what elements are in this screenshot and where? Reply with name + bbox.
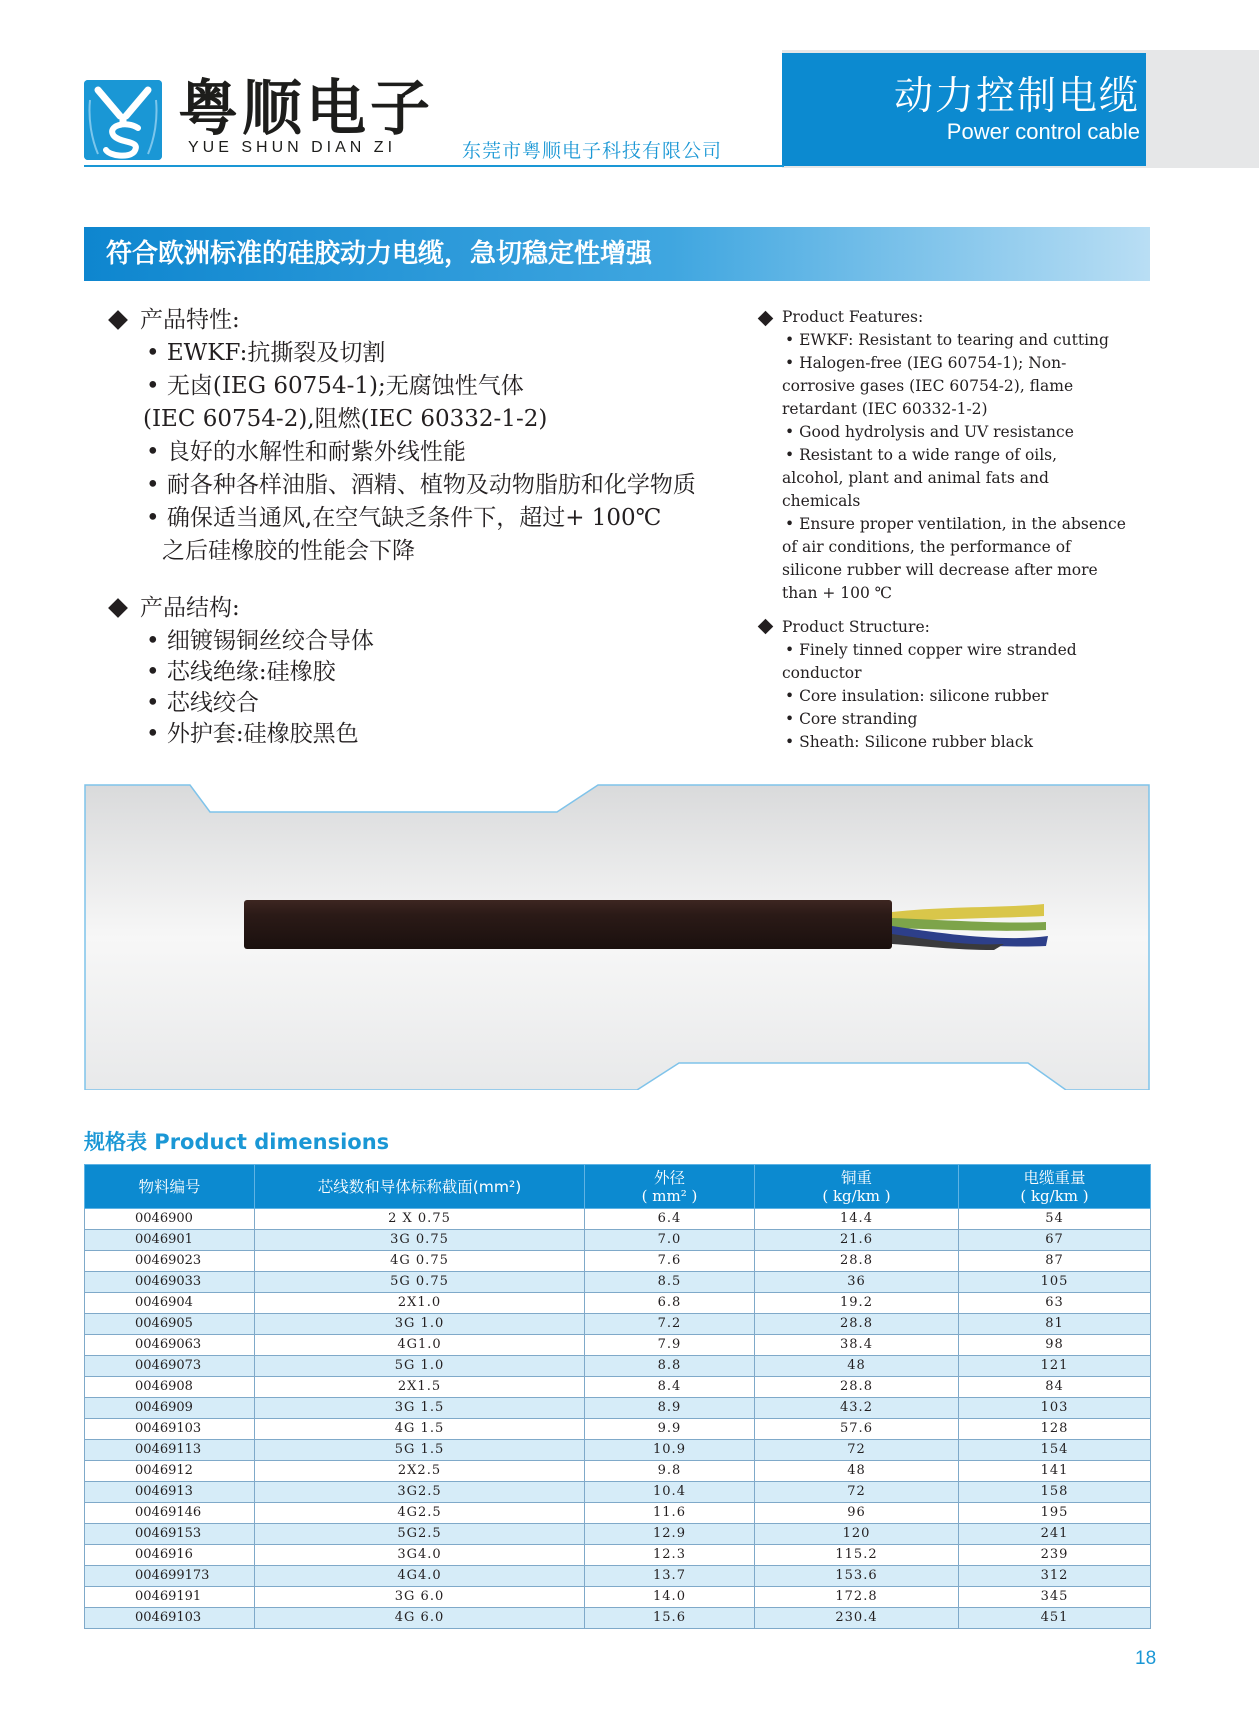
features-en-line: chemicals: [782, 492, 861, 510]
table-row: [85, 1377, 1151, 1398]
structure-en-line: • Core insulation: silicone rubber: [785, 687, 1049, 705]
cores-section-cell: 4G1.0: [255, 1335, 585, 1356]
material-no-cell: 00469113: [85, 1440, 255, 1461]
brand-name-cn: 粤顺电子: [178, 74, 434, 144]
outer-diameter-cell: 10.4: [585, 1482, 755, 1503]
bullet-diamond-icon: [108, 598, 128, 618]
features-en-line: of air conditions, the performance of: [782, 538, 1071, 556]
spec-table-header: [85, 1165, 1151, 1209]
table-row: [85, 1209, 1151, 1230]
structure-en-line: • Finely tinned copper wire stranded: [785, 641, 1077, 659]
material-no-cell: 00469023: [85, 1251, 255, 1272]
copper-weight-cell: 57.6: [755, 1419, 959, 1440]
header-unit: ( kg/km ): [822, 1186, 891, 1205]
material-no-cell: 0046904: [85, 1293, 255, 1314]
features-cn-line: (IEC 60754-2),阻燃(IEC 60332-1-2): [143, 406, 548, 432]
copper-weight-cell: 14.4: [755, 1209, 959, 1230]
features-en-line: • EWKF: Resistant to tearing and cutting: [785, 331, 1109, 349]
material-no-cell: 00469033: [85, 1272, 255, 1293]
outer-diameter-cell: 8.9: [585, 1398, 755, 1419]
table-row: [85, 1251, 1151, 1272]
features-cn-line: • 确保适当通风,在空气缺乏条件下，超过+ 100℃: [146, 505, 662, 531]
table-row: [85, 1608, 1151, 1629]
cable-weight-cell: 345: [959, 1587, 1151, 1608]
cores-section-cell: 5G 1.0: [255, 1356, 585, 1377]
header-copper-weight: [755, 1165, 959, 1209]
material-no-cell: 00469103: [85, 1608, 255, 1629]
cable-weight-cell: 154: [959, 1440, 1151, 1461]
features-cn-line: 之后硅橡胶的性能会下降: [162, 538, 415, 564]
cores-section-cell: 2X2.5: [255, 1461, 585, 1482]
copper-weight-cell: 19.2: [755, 1293, 959, 1314]
outer-diameter-cell: 9.8: [585, 1461, 755, 1482]
cores-section-cell: 4G 0.75: [255, 1251, 585, 1272]
cores-section-cell: 3G2.5: [255, 1482, 585, 1503]
copper-weight-cell: 96: [755, 1503, 959, 1524]
cores-section-cell: 5G2.5: [255, 1524, 585, 1545]
table-row: [85, 1482, 1151, 1503]
cores-section-cell: 2 X 0.75: [255, 1209, 585, 1230]
structure-en-line: • Sheath: Silicone rubber black: [785, 733, 1033, 751]
features-en-heading: Product Features:: [782, 308, 924, 326]
cable-weight-cell: 54: [959, 1209, 1151, 1230]
spec-table-title: 规格表 Product dimensions: [84, 1130, 390, 1154]
table-row: [85, 1524, 1151, 1545]
table-row: [85, 1356, 1151, 1377]
copper-weight-cell: 230.4: [755, 1608, 959, 1629]
outer-diameter-cell: 11.6: [585, 1503, 755, 1524]
outer-diameter-cell: 13.7: [585, 1566, 755, 1587]
features-en-line: • Halogen-free (IEG 60754-1); Non-: [785, 354, 1067, 372]
header-unit: ( mm² ): [641, 1186, 698, 1205]
cable-weight-cell: 121: [959, 1356, 1151, 1377]
table-row: [85, 1461, 1151, 1482]
features-cn-line: • 耐各种各样油脂、酒精、植物及动物脂肪和化学物质: [146, 472, 696, 498]
material-no-cell: 00469146: [85, 1503, 255, 1524]
material-no-cell: 0046908: [85, 1377, 255, 1398]
copper-weight-cell: 153.6: [755, 1566, 959, 1587]
outer-diameter-cell: 9.9: [585, 1419, 755, 1440]
table-row: [85, 1440, 1151, 1461]
structure-cn-line: • 细镀锡铜丝绞合导体: [146, 628, 374, 654]
cable-weight-cell: 81: [959, 1314, 1151, 1335]
cores-section-cell: 5G 1.5: [255, 1440, 585, 1461]
cores-section-cell: 4G 6.0: [255, 1608, 585, 1629]
cable-weight-cell: 241: [959, 1524, 1151, 1545]
outer-diameter-cell: 8.5: [585, 1272, 755, 1293]
table-row: [85, 1545, 1151, 1566]
header-text: 铜重: [840, 1168, 872, 1187]
cable-weight-cell: 98: [959, 1335, 1151, 1356]
table-row: [85, 1566, 1151, 1587]
header-cores-section: 芯线数和导体标称截面(mm²): [255, 1165, 585, 1209]
outer-diameter-cell: 7.9: [585, 1335, 755, 1356]
outer-diameter-cell: 7.2: [585, 1314, 755, 1335]
cores-section-cell: 3G 6.0: [255, 1587, 585, 1608]
outer-diameter-cell: 10.9: [585, 1440, 755, 1461]
table-row: [85, 1335, 1151, 1356]
copper-weight-cell: 115.2: [755, 1545, 959, 1566]
section-banner-text: 符合欧洲标准的硅胶动力电缆，急切稳定性增强: [106, 239, 653, 269]
company-name: 东莞市粤顺电子科技有限公司: [462, 140, 723, 162]
cable-weight-cell: 158: [959, 1482, 1151, 1503]
table-row: [85, 1230, 1151, 1251]
material-no-cell: 00469153: [85, 1524, 255, 1545]
cores-section-cell: 3G 0.75: [255, 1230, 585, 1251]
features-en-line: retardant (IEC 60332-1-2): [782, 400, 988, 418]
features-en-line: • Good hydrolysis and UV resistance: [785, 423, 1074, 441]
features-en-line: • Resistant to a wide range of oils,: [785, 446, 1058, 464]
table-row: [85, 1419, 1151, 1440]
cores-section-cell: 4G4.0: [255, 1566, 585, 1587]
features-cn-heading: 产品特性:: [140, 307, 240, 333]
structure-en-line: conductor: [782, 664, 862, 682]
cable-weight-cell: 63: [959, 1293, 1151, 1314]
copper-weight-cell: 172.8: [755, 1587, 959, 1608]
cable-weight-cell: 312: [959, 1566, 1151, 1587]
cores-section-cell: 3G 1.0: [255, 1314, 585, 1335]
bullet-diamond-icon: [758, 311, 774, 327]
material-no-cell: 0046916: [85, 1545, 255, 1566]
cores-section-cell: 3G 1.5: [255, 1398, 585, 1419]
copper-weight-cell: 28.8: [755, 1251, 959, 1272]
header-outer-diameter: [585, 1165, 755, 1209]
cable-weight-cell: 103: [959, 1398, 1151, 1419]
table-row: [85, 1293, 1151, 1314]
copper-weight-cell: 28.8: [755, 1377, 959, 1398]
structure-cn-line: • 芯线绝缘:硅橡胶: [146, 659, 336, 685]
table-row: [85, 1314, 1151, 1335]
outer-diameter-cell: 6.4: [585, 1209, 755, 1230]
cores-section-cell: 3G4.0: [255, 1545, 585, 1566]
material-no-cell: 00469073: [85, 1356, 255, 1377]
header-text: 电缆重量: [1023, 1168, 1086, 1187]
cores-section-cell: 2X1.5: [255, 1377, 585, 1398]
cable-weight-cell: 128: [959, 1419, 1151, 1440]
material-no-cell: 00469191: [85, 1587, 255, 1608]
features-cn-line: • EWKF:抗撕裂及切割: [146, 340, 386, 366]
copper-weight-cell: 28.8: [755, 1314, 959, 1335]
header-material-no: 物料编号: [85, 1165, 255, 1209]
material-no-cell: 0046900: [85, 1209, 255, 1230]
features-en-line: than + 100 ℃: [782, 584, 893, 602]
table-row: [85, 1272, 1151, 1293]
product-category-title: 动力控制电缆: [893, 74, 1140, 119]
table-row: [85, 1587, 1151, 1608]
brand-name-en: YUE SHUN DIAN ZI: [188, 139, 397, 156]
structure-en-heading: Product Structure:: [782, 618, 930, 636]
copper-weight-cell: 48: [755, 1461, 959, 1482]
cable-weight-cell: 239: [959, 1545, 1151, 1566]
outer-diameter-cell: 12.9: [585, 1524, 755, 1545]
copper-weight-cell: 72: [755, 1482, 959, 1503]
material-no-cell: 0046901: [85, 1230, 255, 1251]
copper-weight-cell: 48: [755, 1356, 959, 1377]
outer-diameter-cell: 7.6: [585, 1251, 755, 1272]
material-no-cell: 0046909: [85, 1398, 255, 1419]
copper-weight-cell: 38.4: [755, 1335, 959, 1356]
cable-weight-cell: 141: [959, 1461, 1151, 1482]
table-row: [85, 1503, 1151, 1524]
copper-weight-cell: 36: [755, 1272, 959, 1293]
header-unit: ( kg/km ): [1020, 1186, 1089, 1205]
copper-weight-cell: 72: [755, 1440, 959, 1461]
bullet-diamond-icon: [758, 619, 774, 635]
brand-logo-icon: [84, 80, 162, 160]
spec-table: [84, 1164, 1151, 1629]
structure-cn-line: • 外护套:硅橡胶黑色: [146, 721, 359, 747]
features-en-line: corrosive gases (IEC 60754-2), flame: [782, 377, 1074, 395]
features-en-line: • Ensure proper ventilation, in the absence: [785, 515, 1126, 533]
structure-cn-heading: 产品结构:: [140, 595, 240, 621]
material-no-cell: 00469063: [85, 1335, 255, 1356]
outer-diameter-cell: 15.6: [585, 1608, 755, 1629]
material-no-cell: 004699173: [85, 1566, 255, 1587]
outer-diameter-cell: 6.8: [585, 1293, 755, 1314]
cable-weight-cell: 84: [959, 1377, 1151, 1398]
outer-diameter-cell: 8.4: [585, 1377, 755, 1398]
bullet-diamond-icon: [108, 310, 128, 330]
features-en-line: alcohol, plant and animal fats and: [782, 469, 1049, 487]
material-no-cell: 0046905: [85, 1314, 255, 1335]
cores-section-cell: 4G2.5: [255, 1503, 585, 1524]
product-category-subtitle: Power control cable: [946, 119, 1140, 144]
cores-section-cell: 5G 0.75: [255, 1272, 585, 1293]
copper-weight-cell: 21.6: [755, 1230, 959, 1251]
table-row: [85, 1398, 1151, 1419]
outer-diameter-cell: 14.0: [585, 1587, 755, 1608]
features-cn-line: • 无卤(IEG 60754-1);无腐蚀性气体: [146, 373, 524, 399]
cable-weight-cell: 195: [959, 1503, 1151, 1524]
outer-diameter-cell: 8.8: [585, 1356, 755, 1377]
header-text: 外径: [653, 1168, 685, 1187]
material-no-cell: 00469103: [85, 1419, 255, 1440]
structure-en-line: • Core stranding: [785, 710, 918, 728]
outer-diameter-cell: 12.3: [585, 1545, 755, 1566]
product-image-panel: [84, 784, 1150, 1090]
cores-section-cell: 2X1.0: [255, 1293, 585, 1314]
cable-weight-cell: 105: [959, 1272, 1151, 1293]
header-cable-weight: [959, 1165, 1151, 1209]
material-no-cell: 0046912: [85, 1461, 255, 1482]
cable-weight-cell: 451: [959, 1608, 1151, 1629]
structure-cn-line: • 芯线绞合: [146, 690, 259, 716]
cable-weight-cell: 87: [959, 1251, 1151, 1272]
features-cn-line: • 良好的水解性和耐紫外线性能: [146, 439, 466, 465]
copper-weight-cell: 43.2: [755, 1398, 959, 1419]
cores-section-cell: 4G 1.5: [255, 1419, 585, 1440]
outer-diameter-cell: 7.0: [585, 1230, 755, 1251]
features-en-line: silicone rubber will decrease after more: [782, 561, 1098, 579]
cable-weight-cell: 67: [959, 1230, 1151, 1251]
material-no-cell: 0046913: [85, 1482, 255, 1503]
copper-weight-cell: 120: [755, 1524, 959, 1545]
page-number: 18: [1135, 1648, 1157, 1669]
header-divider: [84, 165, 784, 167]
